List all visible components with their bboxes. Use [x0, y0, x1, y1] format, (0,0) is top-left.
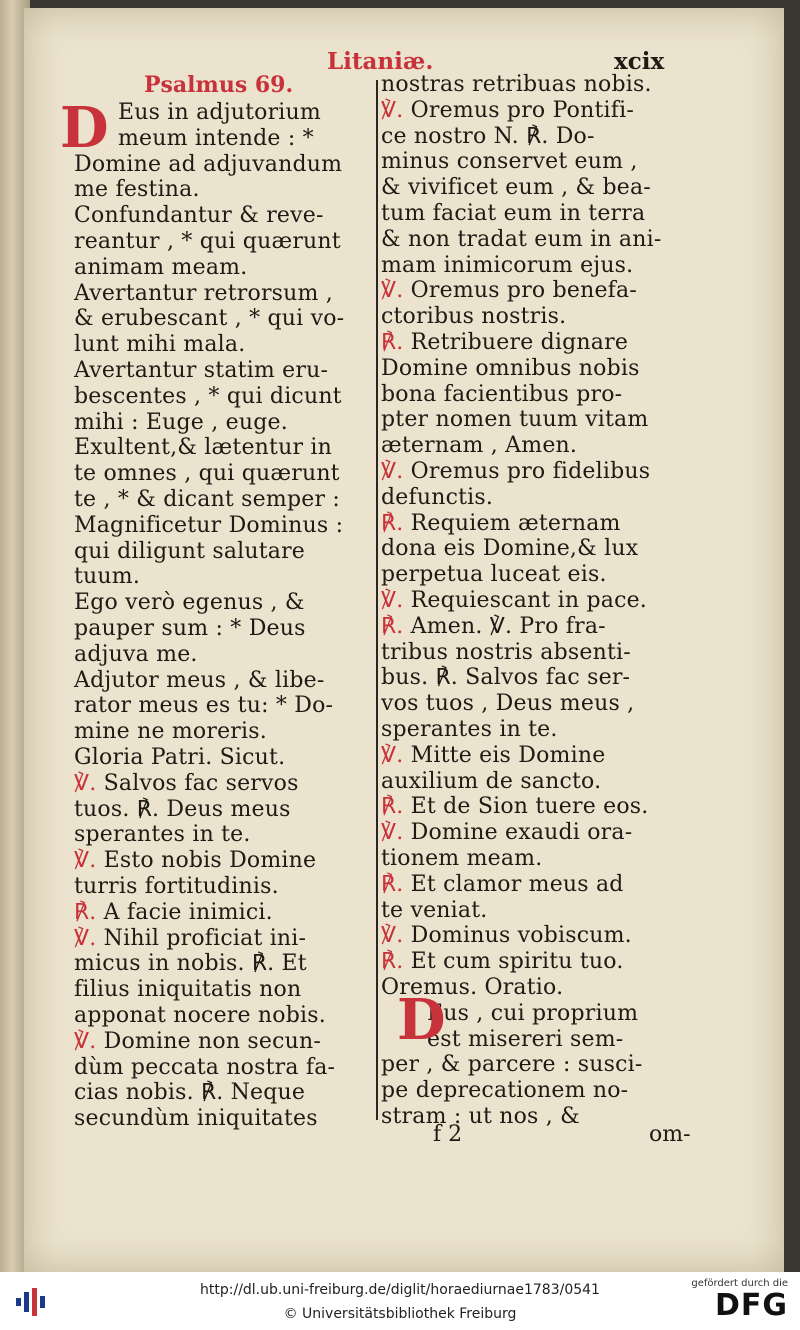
- left-text-line: ℣. Esto nobis Domine: [74, 848, 317, 874]
- right-text-line: per , & parcere : susci-: [381, 1052, 643, 1078]
- left-text-line: Domine ad adjuvandum: [74, 151, 343, 177]
- left-text-line: filius iniquitatis non: [74, 977, 302, 1003]
- left-text-line: micus in nobis. ℟. Et: [74, 951, 307, 977]
- left-text-line: ℟. A facie inimici.: [74, 899, 273, 925]
- copyright-notice: © Universitätsbibliothek Freiburg: [283, 1306, 517, 1322]
- left-text-line: turris fortitudinis.: [74, 874, 279, 899]
- right-text-line: ℣. Oremus pro fidelibus: [381, 459, 651, 484]
- left-text-line: Adjutor meus , & libe-: [74, 667, 325, 693]
- left-text-line: apponat nocere nobis.: [74, 1003, 326, 1028]
- left-text-line: Gloria Patri. Sicut.: [74, 745, 286, 770]
- left-text-line: cias nobis. ℟. Neque: [74, 1080, 306, 1106]
- right-text-line: pter nomen tuum vitam: [381, 407, 649, 433]
- left-column: [60, 8, 402, 1272]
- book-page: [24, 8, 784, 1272]
- right-text-line: stram : ut nos , &: [381, 1104, 580, 1129]
- right-text-line: pe deprecationem no-: [381, 1078, 629, 1104]
- right-text-line: ctoribus nostris.: [381, 304, 567, 330]
- right-text-line: ℣. Dominus vobiscum.: [381, 923, 632, 949]
- left-text-line: te , * & dicant semper :: [74, 487, 340, 512]
- left-text-line: reantur , * qui quærunt: [74, 229, 341, 254]
- funding-caption: gefördert durch die: [691, 1278, 788, 1289]
- left-text-line: te omnes , qui quærunt: [74, 461, 340, 487]
- right-text-line: Oremus. Oratio.: [381, 975, 564, 1000]
- right-text-line: minus conservet eum ,: [381, 149, 638, 175]
- left-text-line: sperantes in te.: [74, 822, 251, 848]
- left-text-line: qui diligunt salutare: [74, 538, 306, 564]
- right-text-line: ℣. Oremus pro Pontifi-: [381, 97, 634, 123]
- left-text-line: & erubescant , * qui vo-: [74, 306, 345, 332]
- page-number: xcix: [614, 48, 665, 75]
- left-text-line: lunt mihi mala.: [74, 332, 246, 358]
- left-text-line: adjuva me.: [74, 641, 198, 667]
- left-text-line: ℣. Domine non secun-: [74, 1028, 321, 1054]
- left-text-line: ℣. Nihil proficiat ini-: [74, 925, 307, 951]
- catchword: om-: [649, 1122, 691, 1147]
- running-header: Litaniæ.: [327, 48, 434, 75]
- dropcap-d-oratio: D: [397, 987, 446, 1053]
- right-text-line: & vivificet eum , & bea-: [381, 175, 651, 201]
- left-text-line: Avertantur retrorsum ,: [74, 280, 333, 306]
- left-text-line: me festina.: [74, 177, 200, 203]
- left-text-line: secundùm iniquitates: [74, 1106, 318, 1132]
- left-text-line: ℣. Salvos fac servos: [74, 770, 299, 796]
- left-text-line: Confundantur & reve-: [74, 203, 324, 229]
- right-text-line: bona facientibus pro-: [381, 381, 623, 407]
- right-text-line: auxilium de sancto.: [381, 768, 602, 794]
- right-text-line: & non tradat eum in ani-: [381, 226, 662, 252]
- right-text-line: nostras retribuas nobis.: [381, 72, 652, 97]
- right-text-line: ℣. Oremus pro benefa-: [381, 278, 637, 304]
- right-text-line: ℣. Requiescant in pace.: [381, 588, 647, 613]
- signature-mark: f 2: [433, 1122, 463, 1147]
- right-text-line: ce nostro N. ℟. Do-: [381, 123, 595, 149]
- right-text-line: ℟. Et cum spiritu tuo.: [381, 949, 624, 975]
- right-text-line: æternam , Amen.: [381, 433, 578, 459]
- right-text-line: tum faciat eum in terra: [381, 201, 646, 226]
- left-text-line: meum intende : *: [118, 125, 314, 151]
- dropcap-d: D: [60, 95, 109, 161]
- right-text-line: ℟. Requiem æternam: [381, 510, 621, 536]
- left-text-line: mine ne moreris.: [74, 719, 267, 745]
- right-text-line: sperantes in te.: [381, 717, 558, 742]
- permalink-url[interactable]: http://dl.ub.uni-freiburg.de/diglit/horaediurnae1783/0541: [200, 1282, 600, 1298]
- left-text-line: tuum.: [74, 564, 141, 590]
- left-text-line: animam meam.: [74, 254, 248, 280]
- right-text-line: Eus , cui proprium: [427, 1000, 639, 1026]
- right-text-line: dona eis Domine,& lux: [381, 536, 639, 562]
- left-text-line: mihi : Euge , euge.: [74, 409, 288, 435]
- right-column: [381, 8, 709, 1272]
- right-text-line: ℟. Amen. ℣. Pro fra-: [381, 613, 606, 639]
- right-text-line: mam inimicorum ejus.: [381, 252, 634, 278]
- right-text-line: est misereri sem-: [427, 1026, 624, 1052]
- psalm-title: Psalmus 69.: [144, 72, 294, 98]
- right-text-line: te veniat.: [381, 897, 488, 923]
- right-text-line: bus. ℟. Salvos fac ser-: [381, 665, 631, 691]
- dfg-logo: DFG: [714, 1288, 788, 1323]
- left-text-line: Magnificetur Dominus :: [74, 512, 344, 538]
- left-text-line: Eus in adjutorium: [118, 100, 321, 125]
- left-text-line: Avertantur statim eru-: [74, 358, 329, 383]
- right-text-line: ℣. Mitte eis Domine: [381, 742, 606, 768]
- right-text-line: perpetua luceat eis.: [381, 562, 607, 588]
- left-text-line: Ego verò egenus , &: [74, 590, 305, 616]
- left-text-line: bescentes , * qui dicunt: [74, 383, 342, 409]
- left-text-line: pauper sum : * Deus: [74, 616, 306, 641]
- left-text-line: dùm peccata nostra fa-: [74, 1054, 336, 1080]
- right-text-line: tribus nostris absenti-: [381, 639, 631, 665]
- right-text-line: ℣. Domine exaudi ora-: [381, 820, 633, 846]
- left-text-line: Exultent,& lætentur in: [74, 435, 332, 461]
- right-text-line: ℟. Et clamor meus ad: [381, 871, 624, 897]
- right-text-line: ℟. Et de Sion tuere eos.: [381, 794, 649, 820]
- viewer-footer: [0, 1272, 800, 1330]
- left-text-line: tuos. ℟. Deus meus: [74, 796, 291, 822]
- right-text-line: defunctis.: [381, 484, 494, 510]
- right-text-line: Domine omnibus nobis: [381, 355, 640, 381]
- right-text-line: vos tuos , Deus meus ,: [381, 691, 635, 717]
- right-text-line: ℟. Retribuere dignare: [381, 330, 629, 355]
- right-text-line: tionem meam.: [381, 846, 543, 871]
- left-text-line: rator meus es tu: * Do-: [74, 693, 334, 719]
